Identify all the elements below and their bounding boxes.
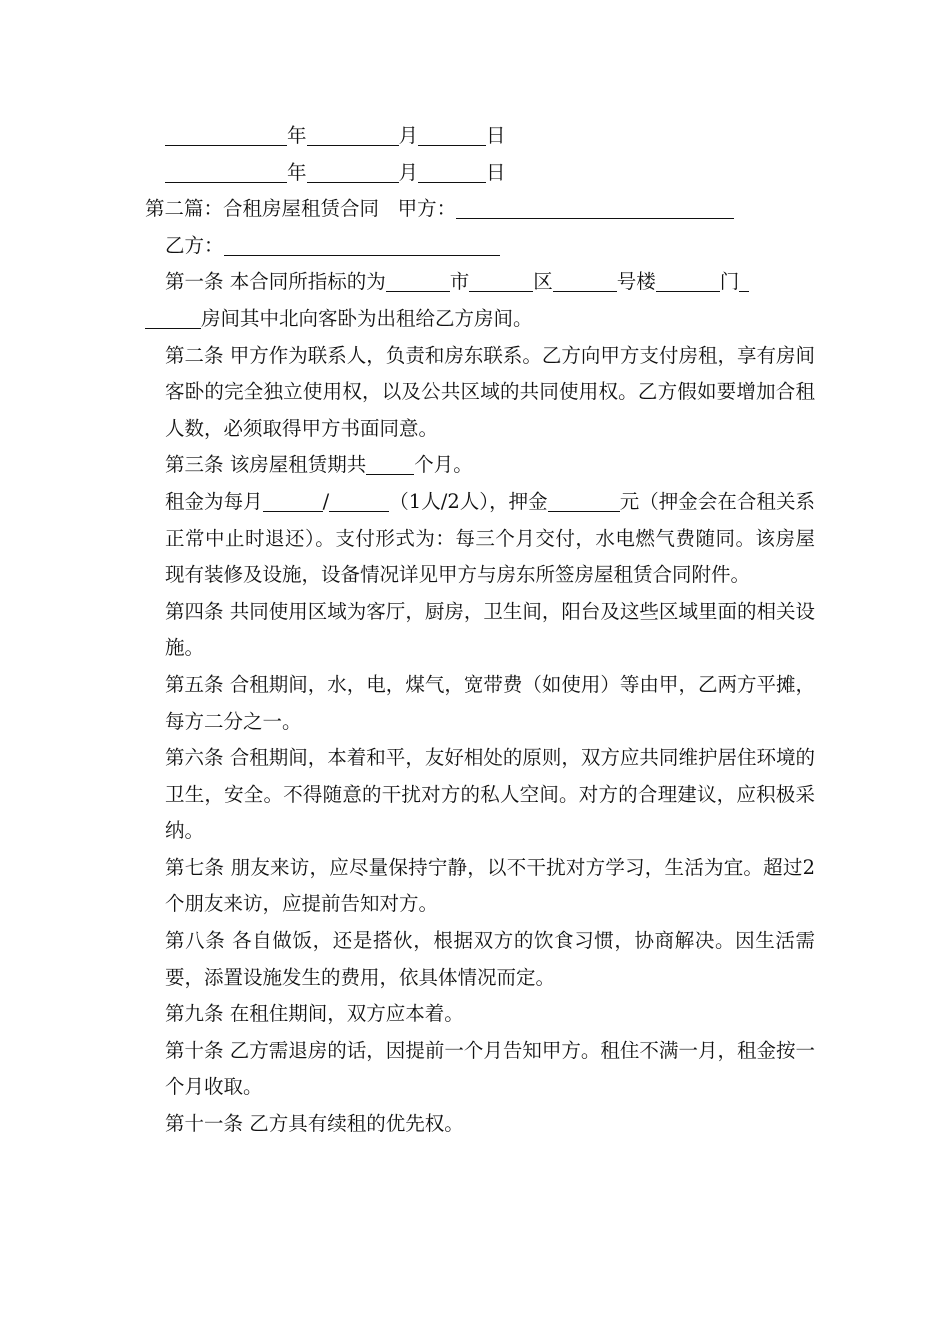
door-blank <box>656 269 720 292</box>
article-7: 第七条 朋友来访，应尽量保持宁静，以不干扰对方学习，生活为宜。超过2个朋友来访，应提前告知对方。 <box>165 855 815 916</box>
party-b-line <box>145 228 815 265</box>
party-a-label: 甲方： <box>397 197 457 221</box>
year-label: 年 <box>287 160 307 184</box>
article-1-prefix: 第一条 本合同所指标的为 <box>165 270 386 294</box>
article-1 <box>145 264 815 337</box>
article-1-tail: 房间其中北向客卧为出租给乙方房间。 <box>201 306 533 330</box>
rent-slash: / <box>322 489 330 513</box>
date-line-1 <box>145 118 815 155</box>
rent-prefix: 租金为每月 <box>165 489 263 513</box>
article-8: 第八条 各自做饭，还是搭伙，根据双方的饮食习惯，协商解决。因生活需要，添置设施发生的费用，依具体情况而定。 <box>165 929 815 989</box>
article-4: 第四条 共同使用区域为客厅，厨房，卫生间，阳台及这些区域里面的相关设施。 <box>165 599 815 660</box>
rent-1p-blank <box>263 489 323 512</box>
city-blank <box>386 269 450 292</box>
article-2: 第二条 甲方作为联系人，负责和房东联系。乙方向甲方支付房租，享有房间客卧的完全独立使用权，以及公共区域的共同使用权。乙方假如要增加合租人数，必须取得甲方书面同意。 <box>165 343 815 440</box>
deposit-blank <box>548 489 620 512</box>
day-blank <box>418 123 486 146</box>
building-blank <box>553 269 617 292</box>
year-blank <box>165 123 287 146</box>
city-label: 市 <box>449 270 470 294</box>
contract-title-line <box>145 191 815 228</box>
district-blank <box>469 269 533 292</box>
building-label: 号楼 <box>616 270 656 294</box>
day-label: 日 <box>486 160 506 184</box>
day-label: 日 <box>486 124 506 147</box>
article-5: 第五条 合租期间，水，电，煤气，宽带费（如使用）等由甲，乙两方平摊，每方二分之一。 <box>165 672 815 733</box>
room-blank-a <box>739 269 749 292</box>
deposit-text: 元（押金会在合租关系正常中止时退还）。支付形式为：每三个月交付，水电燃气费随同。该房屋现有装修及设施，设备情况详见甲方与房东所签房屋租赁合同附件。 <box>165 489 815 587</box>
section-title: 第二篇：合租房屋租赁合同 <box>145 197 380 221</box>
rent-2p-blank <box>329 489 389 512</box>
party-a-blank <box>456 196 734 219</box>
month-label: 月 <box>398 160 419 184</box>
party-b-blank <box>224 233 500 256</box>
article-6: 第六条 合租期间，本着和平，友好相处的原则，双方应共同维护居住环境的卫生，安全。不得随意的干扰对方的私人空间。对方的合理建议，应积极采纳。 <box>165 746 815 843</box>
year-label: 年 <box>287 124 307 147</box>
article-3-suffix: 个月。 <box>414 453 473 477</box>
article-3-prefix: 第三条 该房屋租赁期共 <box>165 453 367 477</box>
room-blank-b <box>145 306 201 329</box>
month-label: 月 <box>398 124 419 147</box>
month-blank <box>307 160 399 183</box>
door-label: 门 <box>719 270 740 294</box>
rent-clause <box>145 484 815 594</box>
contract-body <box>145 118 815 1143</box>
district-label: 区 <box>533 270 553 294</box>
article-9: 第九条 在租住期间，双方应本着。 <box>165 1002 464 1026</box>
article-3 <box>145 447 815 484</box>
day-blank <box>418 160 486 183</box>
article-11: 第十一条 乙方具有续租的优先权。 <box>165 1112 464 1136</box>
party-b-label: 乙方： <box>165 233 224 257</box>
year-blank <box>165 160 287 183</box>
article-10: 第十条 乙方需退房的话，因提前一个月告知甲方。租住不满一月，租金按一个月收取。 <box>165 1038 815 1099</box>
month-blank <box>307 123 399 146</box>
date-line-2 <box>145 155 815 192</box>
term-blank <box>366 452 414 475</box>
rent-persons: （1人/2人），押金 <box>389 489 548 513</box>
